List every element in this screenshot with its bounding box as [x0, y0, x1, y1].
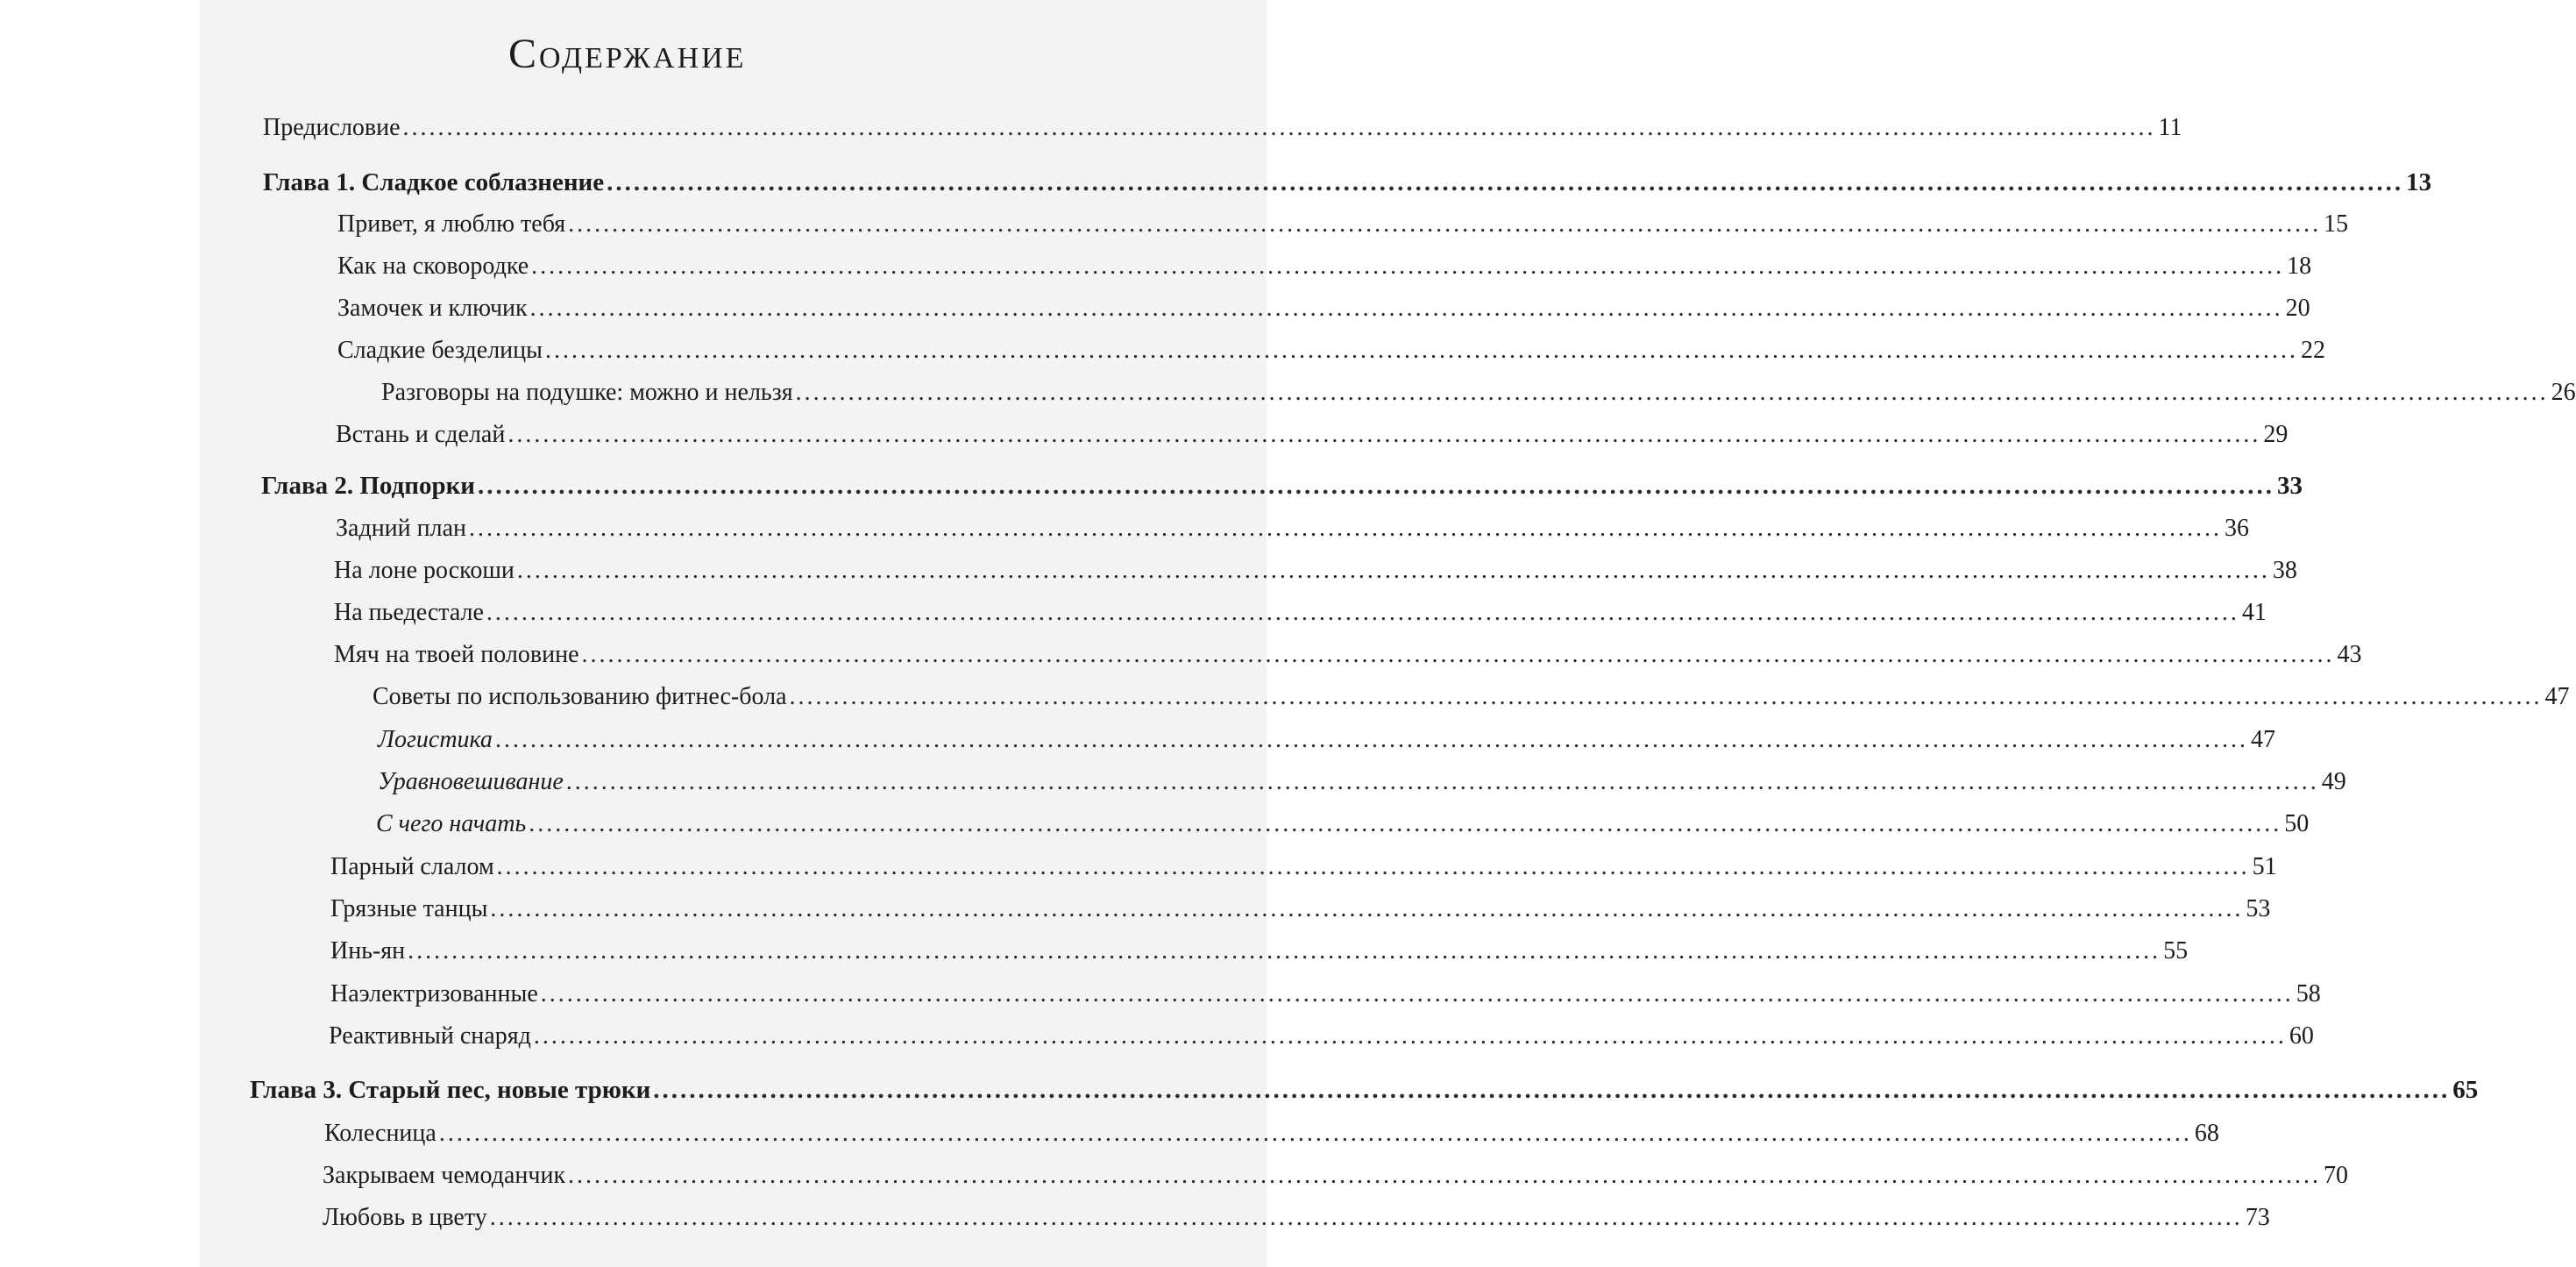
- dot-leader: ........................................................................................................................................................................................................: [653, 1076, 2451, 1104]
- toc-entry: [336, 513, 2250, 545]
- toc-entry-title: Замочек и ключик: [337, 295, 528, 322]
- toc-page-number: 70: [2324, 1162, 2349, 1189]
- toc-entry-title: Сладкие безделицы: [337, 337, 543, 364]
- toc-page-number: 18: [2287, 253, 2312, 280]
- toc-entry-title: Реактивный снаряд: [329, 1022, 531, 1050]
- dot-leader: ........................................................................................................................................................................................................: [490, 895, 2244, 922]
- dot-leader: ........................................................................................................................................................................................................: [489, 1204, 2243, 1231]
- toc-entry-title: Грязные танцы: [330, 895, 488, 922]
- toc-entry-title: Как на сковородке: [337, 253, 529, 280]
- toc-entry: [337, 335, 2325, 367]
- toc-chapter: [261, 470, 2303, 502]
- toc-entry: [330, 979, 2321, 1010]
- toc-entry: [337, 251, 2312, 282]
- toc-chapter: [263, 167, 2432, 198]
- dot-leader: ........................................................................................................................................................................................................: [607, 168, 2404, 196]
- toc-entry-title: С чего начать: [376, 810, 527, 837]
- dot-leader: ........................................................................................................................................................................................................: [408, 937, 2161, 964]
- book-page: [200, 0, 2576, 1267]
- toc-entry-title: Разговоры на подушке: можно и нельзя: [381, 379, 793, 406]
- dot-leader: ........................................................................................................................................................................................................: [789, 683, 2543, 710]
- dot-leader: ........................................................................................................................................................................................................: [581, 641, 2335, 668]
- toc-entry-title: Встань и сделай: [336, 421, 506, 448]
- toc-entry: [330, 936, 2189, 967]
- dot-leader: ........................................................................................................................................................................................................: [529, 295, 2283, 322]
- dot-leader: ........................................................................................................................................................................................................: [486, 599, 2239, 626]
- toc-entry-title: Глава 2. Подпорки: [261, 472, 476, 500]
- toc-entry: [376, 808, 2310, 840]
- dot-leader: ........................................................................................................................................................................................................: [496, 853, 2250, 880]
- dot-leader: ........................................................................................................................................................................................................: [469, 515, 2223, 542]
- dot-leader: ........................................................................................................................................................................................................: [529, 810, 2282, 837]
- toc-entry: [330, 893, 2271, 925]
- toc-entry: [323, 1202, 2270, 1234]
- toc-entry: [330, 851, 2277, 883]
- toc-entry-title: На пьедестале: [334, 599, 484, 626]
- toc-page-number: 73: [2245, 1204, 2270, 1231]
- toc-entry: [323, 1160, 2349, 1192]
- toc-page-number: 60: [2289, 1022, 2314, 1050]
- toc-page-number: 53: [2246, 895, 2271, 922]
- toc-entry: [337, 209, 2349, 240]
- dot-leader: ........................................................................................................................................................................................................: [531, 253, 2285, 280]
- toc-page-number: 36: [2225, 515, 2250, 542]
- toc-entry-title: Колесница: [324, 1120, 436, 1147]
- toc-entry: [334, 639, 2362, 671]
- toc-entry-title: Привет, я люблю тебя: [337, 210, 566, 238]
- dot-leader: ........................................................................................................................................................................................................: [565, 768, 2319, 795]
- toc-page-number: 38: [2272, 557, 2297, 584]
- toc-entry-title: Наэлектризованные: [330, 980, 538, 1007]
- toc-page-number: 65: [2452, 1076, 2479, 1104]
- dot-leader: ........................................................................................................................................................................................................: [478, 472, 2275, 500]
- toc-page-number: 55: [2163, 937, 2189, 964]
- dot-leader: ........................................................................................................................................................................................................: [438, 1120, 2192, 1147]
- toc-entry-title: Глава 3. Старый пес, новые трюки: [250, 1076, 651, 1104]
- toc-page-number: 43: [2337, 641, 2362, 668]
- toc-entry-title: Задний план: [336, 515, 467, 542]
- dot-leader: ........................................................................................................................................................................................................: [568, 1162, 2322, 1189]
- toc-page-number: 41: [2241, 599, 2267, 626]
- toc-entry: [329, 1021, 2314, 1052]
- dot-leader: ........................................................................................................................................................................................................: [494, 726, 2248, 753]
- toc-entry: [324, 1118, 2219, 1150]
- dot-leader: ........................................................................................................................................................................................................: [402, 114, 2156, 141]
- toc-entry: [381, 377, 2576, 409]
- dot-leader: ........................................................................................................................................................................................................: [507, 421, 2261, 448]
- toc-page-number: 13: [2406, 168, 2432, 196]
- dot-leader: ........................................................................................................................................................................................................: [568, 210, 2322, 238]
- toc-entry: [378, 724, 2275, 756]
- toc-page-number: 22: [2300, 337, 2325, 364]
- toc-page-number: 50: [2284, 810, 2310, 837]
- dot-leader: ........................................................................................................................................................................................................: [540, 980, 2294, 1007]
- toc-entry: [336, 419, 2289, 451]
- toc-page-number: 33: [2277, 472, 2303, 500]
- toc-entry: [334, 597, 2267, 629]
- toc-entry-title: Логистика: [378, 726, 493, 753]
- toc-page-number: 20: [2285, 295, 2310, 322]
- toc-entry-title: Глава 1. Сладкое соблазнение: [263, 168, 605, 196]
- toc-entry-title: Советы по использованию фитнес-бола: [373, 683, 787, 710]
- dot-leader: ........................................................................................................................................................................................................: [795, 379, 2549, 406]
- toc-entry-title: На лоне роскоши: [334, 557, 514, 584]
- toc-entry-title: Предисловие: [263, 114, 401, 141]
- dot-leader: ........................................................................................................................................................................................................: [533, 1022, 2287, 1050]
- toc-page-number: 51: [2252, 853, 2277, 880]
- toc-entry-title: Уравновешивание: [378, 768, 564, 795]
- toc-entry: [334, 555, 2297, 587]
- toc-entry: [337, 293, 2310, 324]
- toc-entry-title: Любовь в цвету: [323, 1204, 487, 1231]
- toc-entry: [373, 681, 2570, 713]
- toc-page-number: 47: [2544, 683, 2570, 710]
- toc-entry-title: Парный слалом: [330, 853, 494, 880]
- page-title: Содержание: [508, 31, 747, 77]
- toc-entry-title: Мяч на твоей половине: [334, 641, 579, 668]
- toc-page-number: 15: [2324, 210, 2349, 238]
- toc-chapter: [250, 1074, 2479, 1106]
- toc-entry-title: Закрываем чемоданчик: [323, 1162, 566, 1189]
- toc-page-number: 26: [2551, 379, 2576, 406]
- dot-leader: ........................................................................................................................................................................................................: [544, 337, 2298, 364]
- toc-entry: [378, 766, 2346, 798]
- toc-page-number: 29: [2263, 421, 2289, 448]
- toc-entry: [263, 112, 2182, 144]
- toc-page-number: 68: [2194, 1120, 2219, 1147]
- toc-page-number: 47: [2250, 726, 2275, 753]
- toc-page-number: 49: [2321, 768, 2346, 795]
- toc-page-number: 58: [2296, 980, 2321, 1007]
- toc-page-number: 11: [2158, 114, 2182, 141]
- toc-entry-title: Инь-ян: [330, 937, 406, 964]
- dot-leader: ........................................................................................................................................................................................................: [516, 557, 2270, 584]
